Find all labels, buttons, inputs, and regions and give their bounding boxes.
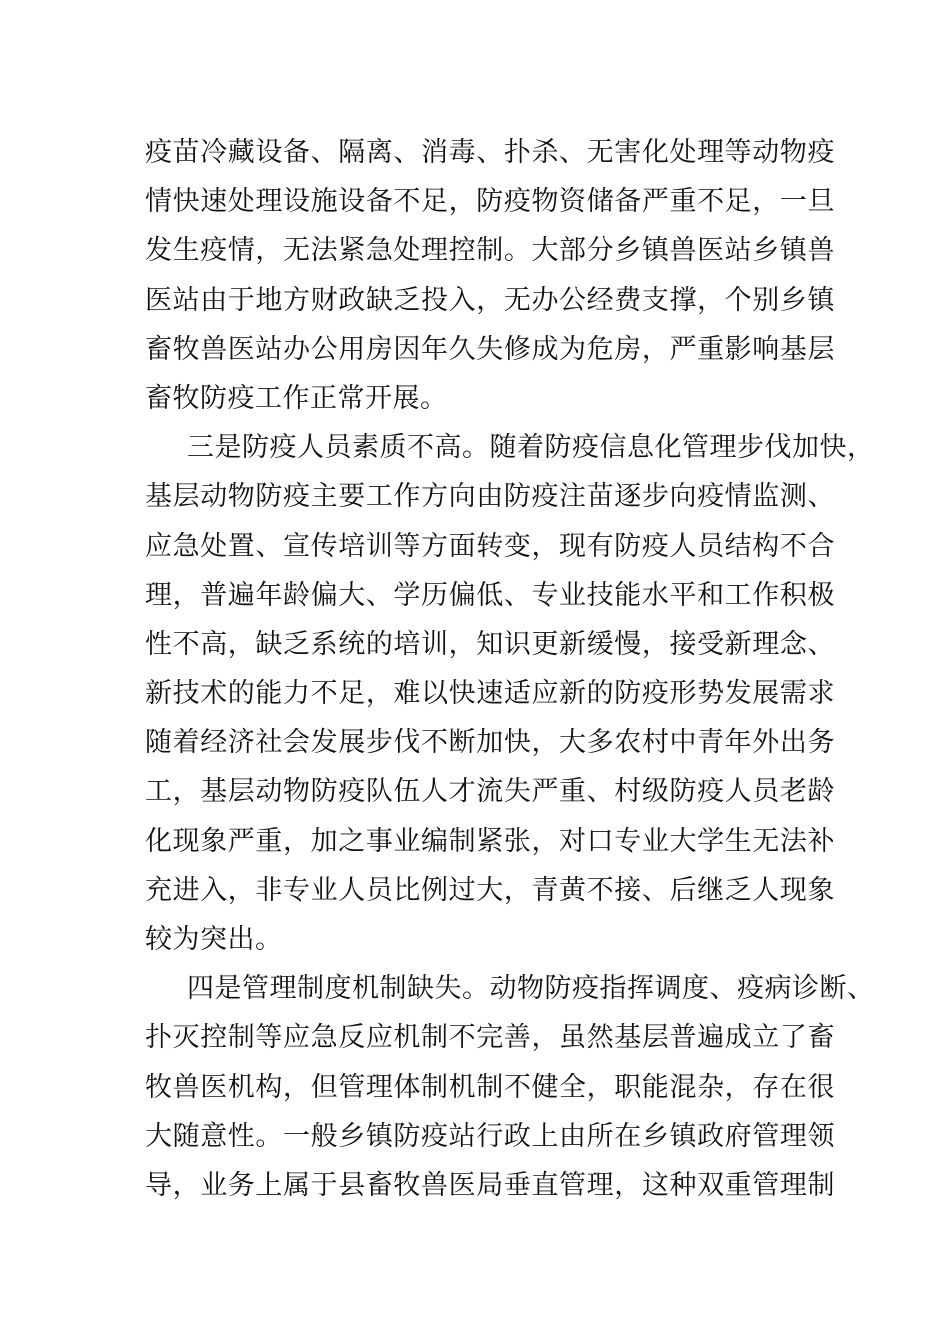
- text-line: 四是管理制度机制缺失。动物防疫指挥调度、疫病诊断、: [187, 973, 875, 1005]
- text-line: 发生疫情，无法紧急处理控制。大部分乡镇兽医站乡镇兽: [145, 235, 835, 267]
- text-line: 畜牧防疫工作正常开展。: [145, 382, 448, 414]
- body-text: [145, 128, 875, 1210]
- text-line: 理，普遍年龄偏大、学历偏低、专业技能水平和工作积极: [145, 579, 835, 611]
- text-line: 情快速处理设施设备不足，防疫物资储备严重不足，一旦: [145, 186, 835, 218]
- text-line: 随着经济社会发展步伐不断加快，大多农村中青年外出务: [145, 727, 835, 759]
- text-line: 充进入，非专业人员比例过大，青黄不接、后继乏人现象: [145, 874, 835, 906]
- text-line: 三是防疫人员素质不高。随着防疫信息化管理步伐加快，: [187, 432, 875, 464]
- text-line: 性不高，缺乏系统的培训，知识更新缓慢，接受新理念、: [145, 628, 835, 660]
- text-line: 疫苗冷藏设备、隔离、消毒、扑杀、无害化处理等动物疫: [145, 137, 835, 168]
- text-line: 大随意性。一般乡镇防疫站行政上由所在乡镇政府管理领: [145, 1120, 835, 1152]
- text-line: 新技术的能力不足，难以快速适应新的防疫形势发展需求: [145, 678, 835, 710]
- text-line: 工，基层动物防疫队伍人才流失严重、村级防疫人员老龄: [145, 776, 835, 808]
- text-line: 畜牧兽医站办公用房因年久失修成为危房，严重影响基层: [145, 333, 835, 365]
- text-line: 扑灭控制等应急反应机制不完善，虽然基层普遍成立了畜: [145, 1022, 835, 1054]
- text-line: 较为突出。: [145, 924, 283, 955]
- text-line: 导，业务上属于县畜牧兽医局垂直管理，这种双重管理制: [145, 1169, 835, 1201]
- text-line: 基层动物防疫主要工作方向由防疫注苗逐步向疫情监测、: [145, 481, 835, 513]
- text-line: 应急处置、宣传培训等方面转变，现有防疫人员结构不合: [145, 530, 835, 562]
- text-line: 牧兽医机构，但管理体制机制不健全，职能混杂，存在很: [145, 1071, 835, 1103]
- text-line: 化现象严重，加之事业编制紧张，对口专业大学生无法补: [145, 825, 835, 857]
- text-line: 医站由于地方财政缺乏投入，无办公经费支撑，个别乡镇: [145, 284, 835, 316]
